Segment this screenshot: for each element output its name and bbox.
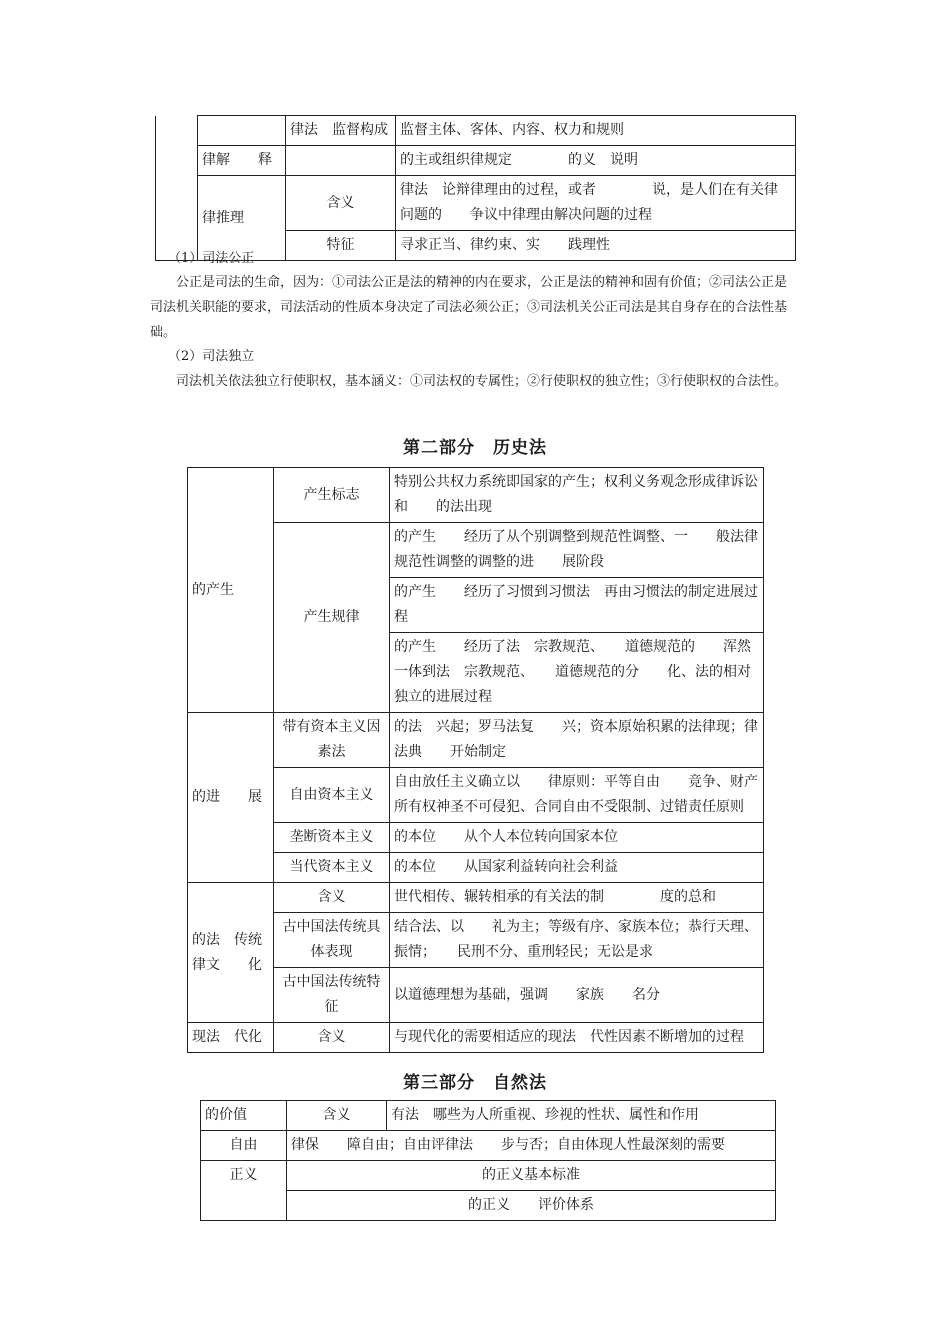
- g2-r3-label: 垄断资本主义: [274, 823, 390, 853]
- g2-r4-value: 的本位 从国家利益转向社会利益: [390, 853, 764, 883]
- top-r4-val2: 寻求正当、律约束、实 践理性: [396, 231, 796, 261]
- para1-body: 公正是司法的生命，因为：①司法公正是法的精神的内在要求，公正是法的精神和固有价值；②司法公正是司法机关职能的要求，司法活动的性质本身决定了司法必须公正；③司法机关公正司法是其自身存在的合法性基础。: [150, 275, 788, 340]
- t3-r2-value: 律保 障自由；自由评律法 步与否；自由体现人性最深刻的需要: [287, 1131, 776, 1161]
- top-table-empty-cell: [198, 116, 286, 146]
- g1-r2-label: 产生规律: [274, 523, 390, 713]
- t3-r1-sub: 含义: [287, 1101, 387, 1131]
- g4-r1-label: 含义: [274, 1023, 390, 1053]
- top-r2-value: 的主或组织律规定 的义 说明: [396, 146, 796, 176]
- g1-label: 的产生: [188, 468, 274, 713]
- top-r3-val1: 律法 论辩律理由的过程，或者 说，是人们在有关律问题的 争议中律理由解决问题的过程: [396, 176, 796, 231]
- t3-r1-label: 的价值: [201, 1101, 287, 1131]
- top-r3-sub1: 含义: [286, 176, 396, 231]
- top-r1-label: 律法 监督构成: [286, 116, 396, 146]
- t3-r3-value2: 的正义 评价体系: [287, 1191, 776, 1221]
- g3-r2-value: 结合法、以 礼为主；等级有序、家族本位；恭行天理、振情； 民刑不分、重刑轻民；无讼是求: [390, 913, 764, 968]
- top-r2-empty: [286, 146, 396, 176]
- g3-r3-value: 以道德理想为基础，强调 家族 名分: [390, 968, 764, 1023]
- g1-r2-value3: 的产生 经历了法 宗教规范、 道德规范的 浑然一体到法 宗教规范、 道德规范的分 化、法的相对独立的进展过程: [390, 633, 764, 713]
- top-r2-label: 律解 释: [198, 146, 286, 176]
- history-table: [187, 467, 764, 1053]
- g3-r2-label: 古中国法传统具体表现: [274, 913, 390, 968]
- section3-title: 第三部分 自然法: [403, 1073, 547, 1093]
- t3-r1-value: 有法 哪些为人所重视、珍视的性状、属性和作用: [387, 1101, 776, 1131]
- t3-r3-value1: 的正义基本标准: [287, 1161, 776, 1191]
- top-table-left-cell: [156, 116, 198, 261]
- top-table: [155, 115, 796, 261]
- natural-law-table: [200, 1100, 776, 1221]
- para2-body: 司法机关依法独立行使职权，基本涵义：①司法权的专属性；②行使职权的独立性；③行使职权的合法性。: [176, 374, 788, 389]
- t3-r3-label: 正义: [201, 1161, 287, 1221]
- g1-r1-value: 特别公共权力系统即国家的产生；权利义务观念形成律诉讼和 的法出现: [390, 468, 764, 523]
- g3-r3-label: 古中国法传统特征: [274, 968, 390, 1023]
- t3-r2-label: 自由: [201, 1131, 287, 1161]
- g2-r2-label: 自由资本主义: [274, 768, 390, 823]
- para2-title: （2）司法独立: [168, 349, 255, 364]
- top-r3-label: 律推理: [198, 176, 286, 261]
- g2-r2-value: 自由放任主义确立以 律原则：平等自由 竞争、财产所有权神圣不可侵犯、合同自由不受限制、过错责任原则: [390, 768, 764, 823]
- g2-r4-label: 当代资本主义: [274, 853, 390, 883]
- g3-r1-label: 含义: [274, 883, 390, 913]
- g3-label: 的法 传统律文 化: [188, 883, 274, 1023]
- g1-r2-value1: 的产生 经历了从个别调整到规范性调整、一 般法律规范性调整的调整的进 展阶段: [390, 523, 764, 578]
- g1-r1-label: 产生标志: [274, 468, 390, 523]
- g2-r3-value: 的本位 从个人本位转向国家本位: [390, 823, 764, 853]
- g3-r1-value: 世代相传、辗转相承的有关法的制 度的总和: [390, 883, 764, 913]
- g1-r2-value2: 的产生 经历了习惯到习惯法 再由习惯法的制定进展过程: [390, 578, 764, 633]
- g4-label: 现法 代化: [188, 1023, 274, 1053]
- g2-r1-label: 带有资本主义因素法: [274, 713, 390, 768]
- g2-r1-value: 的法 兴起；罗马法复 兴；资本原始积累的法律现；律法典 开始制定: [390, 713, 764, 768]
- g4-r1-value: 与现代化的需要相适应的现法 代性因素不断增加的过程: [390, 1023, 764, 1053]
- g2-label: 的进 展: [188, 713, 274, 883]
- para1-title: （1）司法公正: [168, 251, 255, 266]
- top-r1-value: 监督主体、客体、内容、权力和规则: [396, 116, 796, 146]
- section2-title: 第二部分 历史法: [403, 438, 547, 458]
- top-r4-sub2: 特征: [286, 231, 396, 261]
